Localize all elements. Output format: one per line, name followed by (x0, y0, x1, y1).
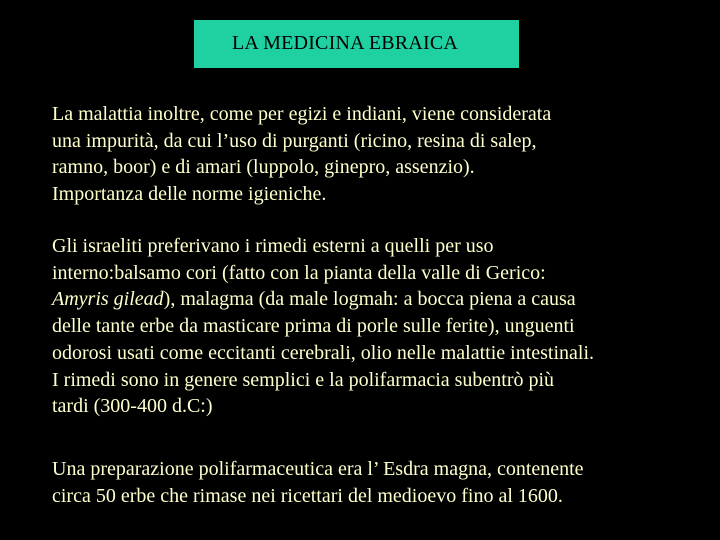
text-line: I rimedi sono in genere semplici e la polifarmacia subentrò più (52, 368, 555, 391)
text-line: Una preparazione polifarmaceutica era l’ Esdra magna, contenente (52, 458, 584, 480)
text-line: La malattia inoltre, come per egizi e indiani, viene considerata (52, 103, 552, 125)
text-line: ramno, boor) e di amari (luppolo, ginepro, assenzio). (52, 156, 475, 179)
paragraph-disease-impurity (52, 101, 712, 208)
text-line: Gli israeliti preferivano i rimedi esterni a quelli per uso (52, 235, 494, 257)
text-line-with-italic (52, 286, 712, 313)
species-name-italic: Amyris gilead (52, 288, 164, 311)
paragraph-esdra-magna (52, 456, 712, 509)
text-fragment: ), malagma (da male logmah: a bocca piena a causa (163, 288, 576, 311)
text-line: circa 50 erbe che rimase nei ricettari del medioevo fino al 1600. (52, 484, 563, 507)
text-line: odorosi usati come eccitanti cerebrali, olio nelle malattie intestinali. (52, 341, 595, 364)
slide-title: LA MEDICINA EBRAICA (232, 32, 459, 54)
text-line: una impurità, da cui l’uso di purganti (ricino, resina di salep, (52, 129, 537, 152)
slide-title-box (193, 19, 520, 69)
text-line: interno:balsamo cori (fatto con la pianta della valle di Gerico: (52, 261, 546, 284)
paragraph-remedies (52, 233, 712, 420)
text-line: delle tante erbe da masticare prima di porle sulle ferite), unguenti (52, 315, 575, 338)
text-line: Importanza delle norme igieniche. (52, 183, 327, 206)
text-line: tardi (300-400 d.C:) (52, 395, 213, 418)
